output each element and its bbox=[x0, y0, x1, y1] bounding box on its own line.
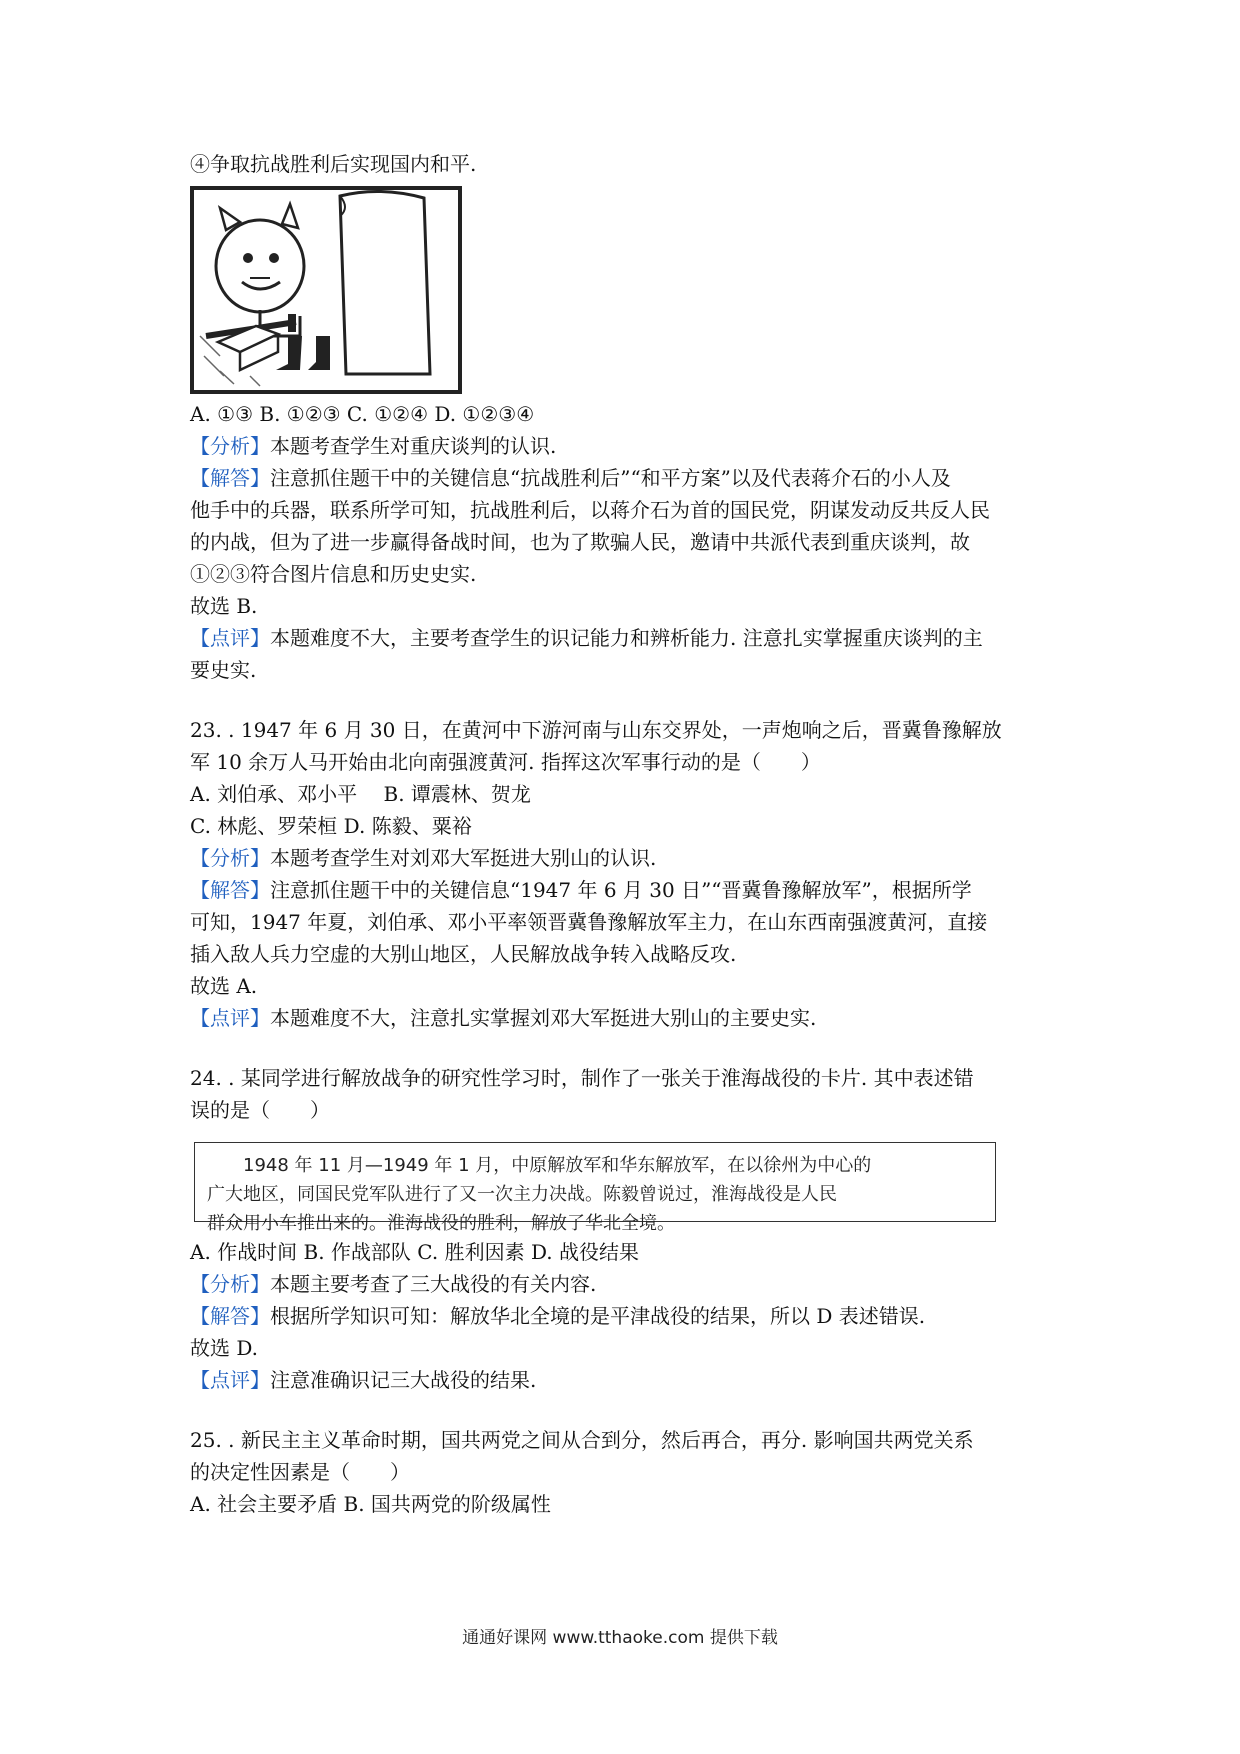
q22-answer-line-1 bbox=[190, 462, 1070, 494]
comment-tag: 【点评】 bbox=[190, 1368, 270, 1392]
cartoon-image bbox=[190, 186, 462, 394]
q23-answer-line-2: 可知，1947 年夏，刘伯承、邓小平率领晋冀鲁豫解放军主力，在山东西南强渡黄河，直接 bbox=[190, 910, 988, 934]
q23-stem-line-1: 23. . 1947 年 6 月 30 日，在黄河中下游河南与山东交界处，一声炮响之后，晋冀鲁豫解放 bbox=[190, 718, 1002, 742]
card-line-1: 1948 年 11 月—1949 年 1 月，中原解放军和华东解放军，在以徐州为中心的 bbox=[207, 1155, 872, 1176]
card-line-2: 广大地区，同国民党军队进行了又一次主力决战。陈毅曾说过，淮海战役是人民 bbox=[207, 1184, 837, 1205]
analysis-tag: 【分析】 bbox=[190, 1272, 270, 1296]
q24-choose: 故选 D. bbox=[190, 1336, 259, 1360]
q25-choices-line-1: A. 社会主要矛盾 B. 国共两党的阶级属性 bbox=[190, 1492, 551, 1516]
q24-stem-line-2: 误的是（ ） bbox=[190, 1098, 330, 1122]
analysis-text: 本题主要考查了三大战役的有关内容. bbox=[270, 1272, 597, 1296]
q22-answer-line-4: ①②③符合图片信息和历史史实. bbox=[190, 562, 477, 586]
q22-comment-line-1 bbox=[190, 622, 1070, 654]
answer-tag: 【解答】 bbox=[190, 1304, 270, 1328]
q24-analysis bbox=[190, 1268, 1070, 1300]
comment-text: 本题难度不大，主要考查学生的识记能力和辨析能力. 注意扎实掌握重庆谈判的主 bbox=[270, 626, 983, 650]
q23-choose: 故选 A. bbox=[190, 974, 258, 998]
q23-choices-line-2: C. 林彪、罗荣桓 D. 陈毅、粟裕 bbox=[190, 814, 472, 838]
answer-text: 注意抓住题干中的关键信息“抗战胜利后”“和平方案”以及代表蒋介石的小人及 bbox=[270, 466, 951, 490]
q25-stem-line-2: 的决定性因素是（ ） bbox=[190, 1460, 410, 1484]
q23-analysis bbox=[190, 842, 1070, 874]
analysis-tag: 【分析】 bbox=[190, 846, 270, 870]
q22-option-4: ④争取抗战胜利后实现国内和平. bbox=[190, 152, 477, 176]
q24-stem-line-1: 24. . 某同学进行解放战争的研究性学习时，制作了一张关于淮海战役的卡片. 其中表述错 bbox=[190, 1066, 974, 1090]
q22-answer-line-2: 他手中的兵器，联系所学可知，抗战胜利后，以蒋介石为首的国民党，阴谋发动反共反人民 bbox=[190, 498, 990, 522]
answer-tag: 【解答】 bbox=[190, 878, 270, 902]
answer-text: 注意抓住题干中的关键信息“1947 年 6 月 30 日”“晋冀鲁豫解放军”，根据所学 bbox=[270, 878, 972, 902]
exam-page-content bbox=[190, 148, 1070, 1520]
q22-choices: A. ①③ B. ①②③ C. ①②④ D. ①②③④ bbox=[190, 402, 535, 426]
card-line-3: 群众用小车推出来的。淮海战役的胜利，解放了华北全境。 bbox=[207, 1213, 675, 1234]
comment-text: 本题难度不大，注意扎实掌握刘邓大军挺进大别山的主要史实. bbox=[270, 1006, 817, 1030]
q24-comment bbox=[190, 1364, 1070, 1396]
q23-answer-line-3: 插入敌人兵力空虚的大别山地区，人民解放战争转入战略反攻. bbox=[190, 942, 737, 966]
comment-tag: 【点评】 bbox=[190, 1006, 270, 1030]
spacer bbox=[190, 686, 1070, 714]
analysis-tag: 【分析】 bbox=[190, 434, 270, 458]
answer-text: 根据所学知识可知：解放华北全境的是平津战役的结果，所以 D 表述错误. bbox=[270, 1304, 926, 1328]
spacer bbox=[190, 1396, 1070, 1424]
q23-choices-line-1: A. 刘伯承、邓小平 B. 谭震林、贺龙 bbox=[190, 782, 531, 806]
spacer bbox=[190, 1034, 1070, 1062]
comment-text: 注意准确识记三大战役的结果. bbox=[270, 1368, 537, 1392]
q22-answer-line-3: 的内战，但为了进一步赢得备战时间，也为了欺骗人民，邀请中共派代表到重庆谈判，故 bbox=[190, 530, 970, 554]
analysis-text: 本题考查学生对重庆谈判的认识. bbox=[270, 434, 557, 458]
answer-tag: 【解答】 bbox=[190, 466, 270, 490]
q24-info-card bbox=[194, 1142, 996, 1234]
page-footer: 通通好课网 www.tthaoke.com 提供下载 bbox=[462, 1628, 778, 1648]
q22-comment-line-2: 要史实. bbox=[190, 658, 257, 682]
analysis-text: 本题考查学生对刘邓大军挺进大别山的认识. bbox=[270, 846, 657, 870]
q23-stem-line-2: 军 10 余万人马开始由北向南强渡黄河. 指挥这次军事行动的是（ ） bbox=[190, 750, 821, 774]
q25-stem-line-1: 25. . 新民主主义革命时期，国共两党之间从合到分，然后再合，再分. 影响国共两党关系 bbox=[190, 1428, 974, 1452]
q23-comment bbox=[190, 1002, 1070, 1034]
q24-answer bbox=[190, 1300, 1070, 1332]
q24-choices: A. 作战时间 B. 作战部队 C. 胜利因素 D. 战役结果 bbox=[190, 1240, 639, 1264]
q23-answer-line-1 bbox=[190, 874, 1070, 906]
comment-tag: 【点评】 bbox=[190, 626, 270, 650]
q22-analysis bbox=[190, 430, 1070, 462]
q22-choose: 故选 B. bbox=[190, 594, 258, 618]
